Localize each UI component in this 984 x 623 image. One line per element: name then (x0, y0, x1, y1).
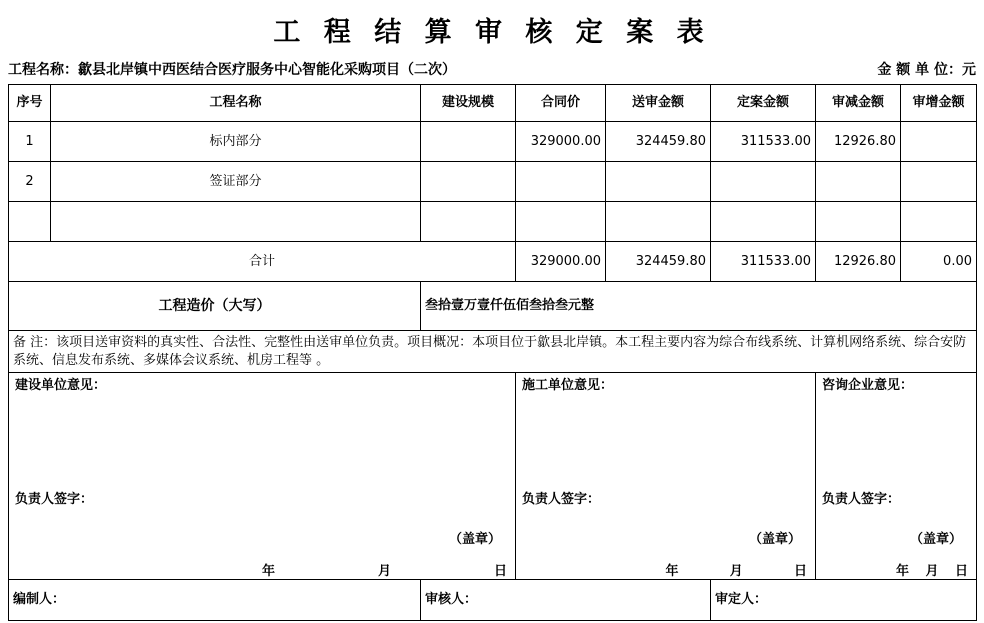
header-name: 工程名称 (51, 85, 421, 122)
row-finalized (711, 202, 816, 242)
opinion-signature-label: 负责人签字： (822, 492, 901, 508)
opinion-seal-label: （盖章） (748, 532, 801, 548)
row-no: 1 (9, 122, 51, 162)
opinion-construction-unit (9, 373, 516, 580)
opinion-date (262, 563, 507, 581)
project-info-bar (8, 57, 976, 84)
table-header-row (9, 85, 977, 122)
row-scale (421, 202, 516, 242)
header-scale: 建设规模 (421, 85, 516, 122)
date-year: 年 (262, 564, 276, 580)
header-no: 序号 (9, 85, 51, 122)
capital-value: 叁拾壹万壹仟伍佰叁拾叁元整 (421, 282, 977, 331)
total-reduced: 12926.80 (816, 242, 901, 282)
header-submitted: 送审金额 (606, 85, 711, 122)
row-increased (901, 202, 977, 242)
date-year: 年 (665, 564, 679, 580)
opinion-signature-label: 负责人签字： (522, 492, 601, 508)
row-reduced (816, 202, 901, 242)
project-name-group (8, 59, 456, 79)
page-title: 工 程 结 算 审 核 定 案 表 (273, 17, 711, 48)
total-increased: 0.00 (901, 242, 977, 282)
note-text: 该项目送审资料的真实性、合法性、完整性由送审单位负责。项目概况：本项目位于歙县北岸镇。本工程主要内容为综合布线系统、计算机网络系统、综合安防系统、信息发布系统、多媒体会议系统、机房工程等 。 (13, 335, 967, 368)
opinion-seal-label: （盖章） (909, 532, 962, 548)
row-finalized: 311533.00 (711, 122, 816, 162)
header-contract: 合同价 (516, 85, 606, 122)
opinions-row (9, 373, 977, 580)
date-year: 年 (896, 564, 910, 580)
opinion-label: 咨询企业意见： (822, 378, 914, 394)
date-day: 日 (793, 564, 807, 580)
table-row (9, 202, 977, 242)
preparer-label: 编制人： (9, 580, 421, 621)
table-row (9, 162, 977, 202)
capital-amount-row (9, 282, 977, 331)
row-submitted (606, 202, 711, 242)
date-day: 日 (493, 564, 507, 580)
project-name-label: 工程名称： (8, 62, 78, 78)
row-submitted (606, 162, 711, 202)
row-scale (421, 162, 516, 202)
amount-unit-label: 金 额 单 位：元 (877, 62, 976, 78)
row-increased (901, 162, 977, 202)
date-month: 月 (377, 564, 391, 580)
row-contract: 329000.00 (516, 122, 606, 162)
row-finalized (711, 162, 816, 202)
note-label: 备 注： (13, 335, 57, 350)
total-finalized: 311533.00 (711, 242, 816, 282)
total-label: 合计 (9, 242, 516, 282)
row-no (9, 202, 51, 242)
row-contract (516, 162, 606, 202)
date-month: 月 (925, 564, 939, 580)
opinion-date (896, 563, 968, 581)
opinion-label: 建设单位意见： (15, 378, 107, 394)
reviewer-label: 审核人： (421, 580, 711, 621)
row-name: 标内部分 (51, 122, 421, 162)
settlement-table (8, 84, 977, 621)
row-reduced: 12926.80 (816, 122, 901, 162)
table-row (9, 122, 977, 162)
row-name: 签证部分 (51, 162, 421, 202)
date-month: 月 (729, 564, 743, 580)
footer-signature-row (9, 580, 977, 621)
row-reduced (816, 162, 901, 202)
opinion-label: 施工单位意见： (522, 378, 614, 394)
capital-label: 工程造价（大写） (9, 282, 421, 331)
table-total-row (9, 242, 977, 282)
row-submitted: 324459.80 (606, 122, 711, 162)
row-scale (421, 122, 516, 162)
note-row (9, 331, 977, 373)
row-name (51, 202, 421, 242)
header-finalized: 定案金额 (711, 85, 816, 122)
header-reduced: 审减金额 (816, 85, 901, 122)
date-day: 日 (954, 564, 968, 580)
total-contract: 329000.00 (516, 242, 606, 282)
opinion-consulting-firm (816, 373, 977, 580)
opinion-date (666, 563, 808, 581)
project-name-value: 歙县北岸镇中西医结合医疗服务中心智能化采购项目（二次） (78, 62, 456, 78)
row-contract (516, 202, 606, 242)
opinion-seal-label: （盖章） (448, 532, 501, 548)
note-cell (9, 331, 977, 373)
opinion-signature-label: 负责人签字： (15, 492, 94, 508)
opinion-contractor-unit (516, 373, 816, 580)
approver-label: 审定人： (711, 580, 977, 621)
header-increased: 审增金额 (901, 85, 977, 122)
total-submitted: 324459.80 (606, 242, 711, 282)
row-no: 2 (9, 162, 51, 202)
row-increased (901, 122, 977, 162)
